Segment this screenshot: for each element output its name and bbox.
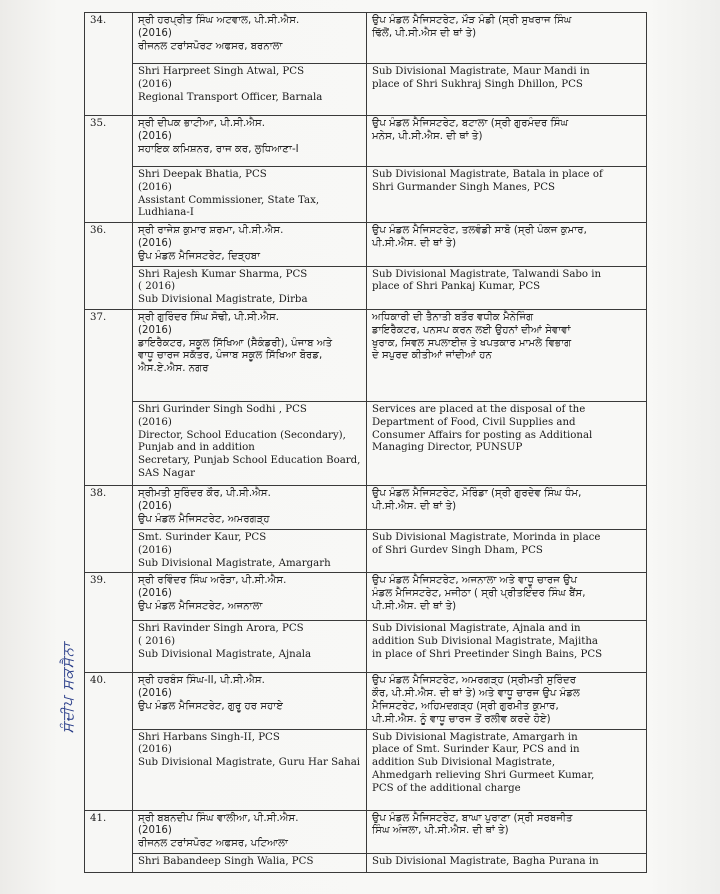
serial-number: 38. [85, 485, 133, 572]
text-line: (2016) [138, 500, 172, 512]
text-line: ( 2016) [138, 636, 176, 648]
serial-number: 41. [85, 810, 133, 872]
text-line: (2016) [138, 181, 172, 193]
text-line: (2016) [138, 324, 172, 336]
text-line: ਉਪ ਮੰਡਲ ਮੈਜਿਸਟਰੇਟ, ਮੋਰਿੰਡਾ (ਸ੍ਰੀ ਗੁਰਦੇਵ ਸਿੰਘ ਧੰਮ, [372, 487, 582, 499]
officer-name-punjabi [133, 810, 367, 853]
text-line: Sub Divisional Magistrate, Bagha Purana in [372, 855, 599, 867]
text-line: Smt. Surinder Kaur, PCS [138, 531, 267, 543]
text-line: (2016) [138, 27, 172, 39]
new-posting-english [367, 729, 647, 810]
text-line: ਉਪ ਮੰਡਲ ਮੈਜਿਸਟਰੇਟ, ਬਾਘਾ ਪੁਰਾਣਾ (ਸ੍ਰੀ ਸਰਬਜੀਤ [372, 812, 573, 824]
text-line: (2016) [138, 825, 172, 837]
signature-text: ਸੰਦੀਪ ਸਕਸੈਨਾ [59, 642, 77, 734]
text-line: of Shri Gurdev Singh Dham, PCS [372, 544, 543, 556]
text-line: place of Shri Pankaj Kumar, PCS [372, 281, 541, 293]
text-line: Shri Gurmander Singh Manes, PCS [372, 181, 555, 193]
officer-name-english [133, 64, 367, 116]
text-line: SAS Nagar [138, 467, 196, 479]
text-line: addition Sub Divisional Magistrate, Majitha [372, 636, 598, 648]
text-line: ਵਾਧੂ ਚਾਰਜ ਸਕੱਤਰ, ਪੰਜਾਬ ਸਕੂਲ ਸਿੱਖਿਆ ਬੋਰਡ, [138, 350, 323, 362]
text-line: Sub Divisional Magistrate, Ajnala and in [372, 623, 581, 635]
entry-punjabi-row [85, 116, 647, 167]
text-line: Services are placed at the disposal of the [372, 403, 586, 415]
text-line: Department of Food, Civil Supplies and [372, 416, 576, 428]
text-line: ਉਪ ਮੰਡਲ ਮੈਜਿਸਟਰੇਟ, ਅਜਨਾਲਾ ਅਤੇ ਵਾਧੂ ਚਾਰਜ ਉਪ [372, 575, 578, 587]
text-line: ਸ੍ਰੀ ਹਰਬੰਸ ਸਿੰਘ-II, ਪੀ.ਸੀ.ਐਸ. [138, 675, 265, 687]
text-line: ਉਪ ਮੰਡਲ ਮੈਜਿਸਟਰੇਟ, ਮੌੜ ਮੰਡੀ (ਸ੍ਰੀ ਸੁਖਰਾਜ ਸਿੰਘ [372, 15, 572, 26]
text-line: ਦੇ ਸਪੁਰਦ ਕੀਤੀਆਂ ਜਾਂਦੀਆਂ ਹਨ [372, 350, 492, 362]
officer-name-punjabi [133, 223, 367, 266]
new-posting-english [367, 266, 647, 309]
text-line: ਉਪ ਮੰਡਲ ਮੈਜਿਸਟਰੇਟ, ਗੁਰੂ ਹਰ ਸਹਾਏ [138, 700, 284, 712]
text-line: ਢਿੱਲੋਂ, ਪੀ.ਸੀ.ਐਸ ਦੀ ਥਾਂ ਤੇ) [372, 27, 477, 39]
text-line: addition Sub Divisional Magistrate, [372, 757, 556, 769]
text-line: ਪੀ.ਸੀ.ਐਸ. ਦੀ ਥਾਂ ਤੇ) [372, 600, 457, 612]
text-line: Director, School Education (Secondary), [138, 429, 346, 441]
officer-name-english [133, 167, 367, 223]
entry-english-row [85, 64, 647, 116]
officer-name-punjabi [133, 116, 367, 167]
officer-name-punjabi [133, 673, 367, 729]
text-line: PCS of the additional charge [372, 782, 521, 794]
entry-punjabi-row [85, 223, 647, 266]
text-line: Shri Rajesh Kumar Sharma, PCS [138, 268, 308, 280]
entry-punjabi-row [85, 485, 647, 529]
text-line: Shri Ravinder Singh Arora, PCS [138, 623, 304, 635]
entry-punjabi-row [85, 673, 647, 729]
serial-number: 39. [85, 573, 133, 673]
officer-name-english [133, 401, 367, 485]
new-posting-punjabi [367, 13, 647, 64]
new-posting-punjabi [367, 673, 647, 729]
entry-english-row [85, 401, 647, 485]
text-line: ਸਿੰਘ ਅੰਜਲਾ, ਪੀ.ਸੀ.ਐਸ. ਦੀ ਥਾਂ ਤੇ) [372, 825, 509, 837]
officer-name-punjabi [133, 573, 367, 621]
text-line: ਮੰਡਲ ਮੈਜਿਸਟਰੇਟ, ਮਜੀਠਾ ( ਸ੍ਰੀ ਪ੍ਰੀਤਇੰਦਰ ਸਿੰਘ ਬੈਂਸ, [372, 588, 586, 600]
text-line: ਖੁਰਾਕ, ਸਿਵਲ ਸਪਲਾਈਜ਼ ਤੇ ਖਪਤਕਾਰ ਮਾਮਲੇ ਵਿਭਾਗ [372, 337, 572, 349]
text-line: (2016) [138, 78, 172, 90]
new-posting-english [367, 529, 647, 572]
serial-number: 40. [85, 673, 133, 810]
officer-name-english [133, 266, 367, 309]
text-line: Sub Divisional Magistrate, Batala in place of [372, 169, 603, 180]
entry-punjabi-row [85, 309, 647, 401]
text-line: Assistant Commissioner, State Tax, [138, 194, 320, 206]
text-line: place of Shri Sukhraj Singh Dhillon, PCS [372, 78, 583, 90]
entry-punjabi-row [85, 573, 647, 621]
text-line: ਸ੍ਰੀ ਰਵਿੰਦਰ ਸਿੰਘ ਅਰੋੜਾ, ਪੀ.ਸੀ.ਐਸ. [138, 575, 287, 587]
serial-number: 35. [85, 116, 133, 223]
text-line: ਮਨੇਸ, ਪੀ.ਸੀ.ਐਸ. ਦੀ ਥਾਂ ਤੇ) [372, 130, 483, 142]
entry-punjabi-row [85, 13, 647, 64]
new-posting-punjabi [367, 573, 647, 621]
serial-number: 37. [85, 309, 133, 485]
serial-number: 34. [85, 13, 133, 116]
text-line: Punjab and in addition [138, 442, 255, 454]
new-posting-punjabi [367, 223, 647, 266]
entry-english-row [85, 266, 647, 309]
text-line: ਪੀ.ਸੀ.ਐਸ. ਦੀ ਥਾਂ ਤੇ) [372, 500, 457, 512]
text-line: Managing Director, PUNSUP [372, 442, 523, 454]
entry-english-row [85, 529, 647, 572]
text-line: ਸ੍ਰੀ ਦੀਪਕ ਭਾਟੀਆ, ਪੀ.ਸੀ.ਐਸ. [138, 118, 266, 129]
text-line: ਉਪ ਮੰਡਲ ਮੈਜਿਸਟਰੇਟ, ਦਿੜ੍ਹਬਾ [138, 250, 261, 262]
text-line: Sub Divisional Magistrate, Amargarh [138, 557, 331, 569]
text-line: Sub Divisional Magistrate, Talwandi Sabo in [372, 268, 602, 280]
text-line: ਸ੍ਰੀ ਹਰਪ੍ਰੀਤ ਸਿੰਘ ਅਟਵਾਲ, ਪੀ.ਸੀ.ਐਸ. [138, 15, 300, 26]
new-posting-english [367, 621, 647, 673]
text-line: Sub Divisional Magistrate, Dirba [138, 294, 308, 306]
officer-name-english [133, 853, 367, 872]
text-line: Consumer Affairs for posting as Additional [372, 429, 593, 441]
text-line: (2016) [138, 588, 172, 600]
text-line: ਰੀਜਨਲ ਟਰਾਂਸਪੋਰਟ ਅਫਸਰ, ਪਟਿਆਲਾ [138, 838, 288, 850]
text-line: (2016) [138, 130, 172, 142]
officer-name-english [133, 729, 367, 810]
text-line: ਉਪ ਮੰਡਲ ਮੈਜਿਸਟਰੇਟ, ਬਟਾਲਾ (ਸ੍ਰੀ ਗੁਰਮੰਦਰ ਸਿੰਘ [372, 118, 569, 129]
text-line: ਅਧਿਕਾਰੀ ਦੀ ਤੈਨਾਤੀ ਬਤੌਰ ਵਧੀਕ ਮੈਨੇਜਿੰਗ [372, 311, 534, 323]
text-line: ਡਾਇਰੈਕਟਰ, ਸਕੂਲ ਸਿੱਖਿਆ (ਸੈਕੰਡਰੀ), ਪੰਜਾਬ ਅਤੇ [138, 337, 333, 349]
text-line: Shri Harbans Singh-II, PCS [138, 731, 280, 743]
entry-english-row [85, 853, 647, 872]
text-line: place of Smt. Surinder Kaur, PCS and in [372, 744, 580, 756]
text-line: ਡਾਇਰੈਕਟਰ, ਪਨਸਪ ਕਰਨ ਲਈ ਉਹਨਾਂ ਦੀਆਂ ਸੇਵਾਵਾਂ [372, 324, 571, 336]
entry-punjabi-row [85, 810, 647, 853]
officer-name-english [133, 621, 367, 673]
new-posting-punjabi [367, 309, 647, 401]
text-line: Sub Divisional Magistrate, Morinda in place [372, 531, 601, 543]
text-line: ਸ੍ਰੀ ਰਾਜੇਸ਼ ਕੁਮਾਰ ਸ਼ਰਮਾ, ਪੀ.ਸੀ.ਐਸ. [138, 225, 284, 237]
text-line: Shri Babandeep Singh Walia, PCS [138, 855, 314, 867]
text-line: Ludhiana-I [138, 207, 194, 219]
new-posting-english [367, 853, 647, 872]
officer-name-punjabi [133, 485, 367, 529]
text-line: (2016) [138, 688, 172, 700]
entry-english-row [85, 729, 647, 810]
text-line: (2016) [138, 237, 172, 249]
new-posting-english [367, 401, 647, 485]
text-line: ਪੀ.ਸੀ.ਐਸ. ਨੂੰ ਵਾਧੂ ਚਾਰਜ ਤੋਂ ਰਲੀਵ ਕਰਦੇ ਹੋਏ) [372, 713, 551, 725]
text-line: ਉਪ ਮੰਡਲ ਮੈਜਿਸਟਰੇਟ, ਤਲਵੰਡੀ ਸਾਬੋ (ਸ੍ਰੀ ਪੰਕਜ ਕੁਮਾਰ, [372, 225, 587, 237]
entry-english-row [85, 167, 647, 223]
text-line: ਉਪ ਮੰਡਲ ਮੈਜਿਸਟਰੇਟ, ਅਮਰਗੜ੍ਹ (ਸ੍ਰੀਮਤੀ ਸੁਰਿੰਦਰ [372, 675, 577, 687]
text-line: Ahmedgarh relieving Shri Gurmeet Kumar, [372, 769, 595, 781]
text-line: (2016) [138, 744, 172, 756]
officer-name-punjabi [133, 13, 367, 64]
text-line: Shri Harpreet Singh Atwal, PCS [138, 66, 305, 77]
entry-english-row [85, 621, 647, 673]
text-line: Secretary, Punjab School Education Board, [138, 455, 361, 467]
handwritten-signature [48, 640, 88, 736]
text-line: Sub Divisional Magistrate, Guru Har Sahai [138, 757, 361, 769]
text-line: Sub Divisional Magistrate, Ajnala [138, 648, 312, 660]
text-line: ਐਸ.ਏ.ਐਸ. ਨਗਰ [138, 363, 209, 375]
new-posting-english [367, 167, 647, 223]
text-line: (2016) [138, 416, 172, 428]
text-line: ਰੀਜਨਲ ਟਰਾਂਸਪੋਰਟ ਅਫਸਰ, ਬਰਨਾਲਾ [138, 40, 283, 52]
text-line: Sub Divisional Magistrate, Amargarh in [372, 731, 578, 743]
new-posting-punjabi [367, 810, 647, 853]
text-line: in place of Shri Preetinder Singh Bains, PCS [372, 648, 603, 660]
text-line: ਸ੍ਰੀਮਤੀ ਸੁਰਿੰਦਰ ਕੌਰ, ਪੀ.ਸੀ.ਐਸ. [138, 487, 271, 499]
text-line: ਕੌਰ, ਪੀ.ਸੀ.ਐਸ. ਦੀ ਥਾਂ ਤੇ) ਅਤੇ ਵਾਧੂ ਚਾਰਜ ਉਪ ਮੰਡਲ [372, 688, 580, 700]
text-line: ਉਪ ਮੰਡਲ ਮੈਜਿਸਟਰੇਟ, ਅਜਨਾਲਾ [138, 600, 263, 612]
text-line: ਸਹਾਇਕ ਕਮਿਸ਼ਨਰ, ਰਾਜ ਕਰ, ਲੁਧਿਆਣਾ-I [138, 143, 299, 155]
new-posting-english [367, 64, 647, 116]
new-posting-punjabi [367, 116, 647, 167]
text-line: ( 2016) [138, 281, 176, 293]
text-line: ਮੈਜਿਸਟਰੇਟ, ਅਹਿਮਦਗੜ੍ਹ (ਸ੍ਰੀ ਗੁਰਮੀਤ ਕੁਮਾਰ, [372, 700, 559, 712]
text-line: ਸ੍ਰੀ ਬਬਨਦੀਪ ਸਿੰਘ ਵਾਲੀਆ, ਪੀ.ਸੀ.ਐਸ. [138, 812, 299, 824]
text-line: Regional Transport Officer, Barnala [138, 91, 323, 103]
text-line: (2016) [138, 544, 172, 556]
transfer-orders-table [84, 12, 647, 873]
new-posting-punjabi [367, 485, 647, 529]
text-line: Shri Deepak Bhatia, PCS [138, 169, 267, 180]
text-line: ਉਪ ਮੰਡਲ ਮੈਜਿਸਟਰੇਟ, ਅਮਰਗੜ੍ਹ [138, 513, 270, 525]
officer-name-english [133, 529, 367, 572]
text-line: Shri Gurinder Singh Sodhi , PCS [138, 403, 307, 415]
officer-name-punjabi [133, 309, 367, 401]
text-line: ਪੀ.ਸੀ.ਐਸ. ਦੀ ਥਾਂ ਤੇ) [372, 237, 457, 249]
serial-number: 36. [85, 223, 133, 310]
text-line: Sub Divisional Magistrate, Maur Mandi in [372, 66, 590, 77]
text-line: ਸ੍ਰੀ ਗੁਰਿੰਦਰ ਸਿੰਘ ਸੋਢੀ, ਪੀ.ਸੀ.ਐਸ. [138, 311, 279, 323]
